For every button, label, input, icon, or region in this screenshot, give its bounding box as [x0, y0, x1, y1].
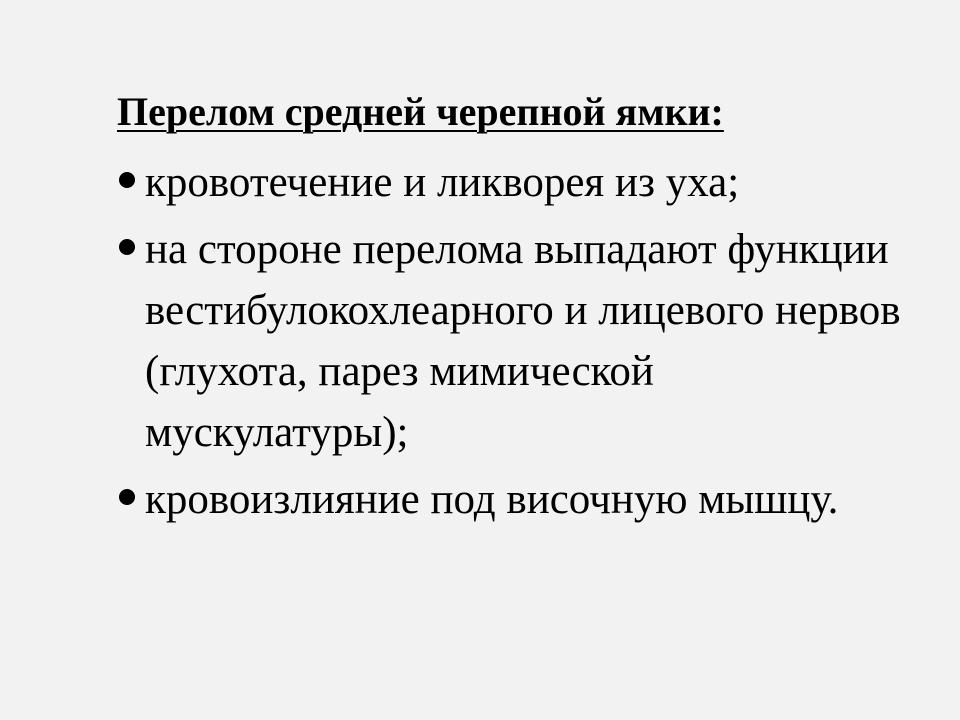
- bullet-text: на стороне перелома выпадают функции вестибулокохлеарного и лицевого нервов (глухота, парез мимической мускулатуры);: [145, 226, 901, 456]
- list-item: [117, 219, 927, 463]
- bullet-icon: [119, 489, 135, 505]
- bullet-icon: [119, 239, 135, 255]
- bullet-list: [117, 152, 927, 536]
- bullet-icon: [119, 172, 135, 188]
- slide-title: Перелом средней черепной ямки:: [117, 89, 724, 134]
- bullet-text: кровотечение и ликворея из уха;: [145, 159, 740, 206]
- list-item: [117, 152, 927, 213]
- bullet-text: кровоизлияние под височную мышцу.: [145, 476, 839, 523]
- list-item: [117, 469, 927, 530]
